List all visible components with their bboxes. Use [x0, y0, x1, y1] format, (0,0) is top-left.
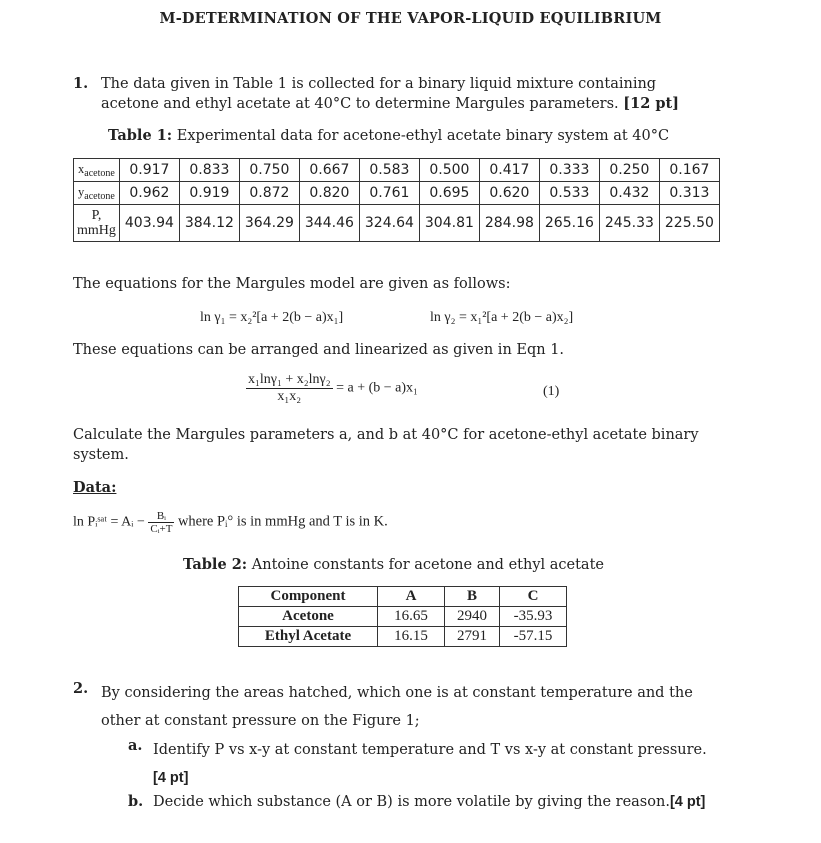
- q2a-points: [4 pt]: [153, 770, 189, 786]
- antoine-fraction: [148, 510, 174, 535]
- table1-cell: 0.583: [359, 159, 419, 182]
- table1-cell: 0.761: [359, 182, 419, 205]
- equations-intro: The equations for the Margules model are given as follows:: [73, 276, 511, 292]
- table2-cell: -57.15: [500, 627, 567, 647]
- data-heading: Data:: [73, 479, 117, 496]
- q2b-points: [4 pt]: [669, 794, 706, 810]
- equation-1: [246, 372, 418, 405]
- table1-cell: 0.167: [659, 159, 719, 182]
- table1-cell: 324.64: [359, 205, 419, 242]
- table2-cell: 16.65: [378, 607, 445, 627]
- table1-row-p: [74, 205, 720, 242]
- table1-cell: 384.12: [179, 205, 239, 242]
- antoine-numerator: Bᵢ: [148, 510, 174, 523]
- table1: [73, 158, 720, 242]
- q2b-text: Decide which substance (A or B) is more volatile by giving the reason.[4 pt]: [153, 794, 706, 810]
- table1-label-y: $y_{acetone}$: [74, 182, 120, 205]
- table1-label-p: P, mmHg: [74, 205, 120, 242]
- page-title: M-DETERMINATION OF THE VAPOR-LIQUID EQUILIBRIUM: [159, 10, 662, 27]
- table1-cell: 403.94: [119, 205, 179, 242]
- table1-cell: 344.46: [299, 205, 359, 242]
- table1-caption: Table 1: Experimental data for acetone-ethyl acetate binary system at 40°C: [108, 127, 670, 144]
- table1-cell: 0.667: [299, 159, 359, 182]
- table2-header: C: [500, 587, 567, 607]
- eqn1-number: (1): [543, 384, 560, 399]
- table1-cell: 364.29: [239, 205, 299, 242]
- table1-cell: 0.417: [479, 159, 539, 182]
- table1-cell: 0.833: [179, 159, 239, 182]
- table1-cell: 245.33: [599, 205, 659, 242]
- q2a-text: Identify P vs x-y at constant temperature and T vs x-y at constant pressure. [4 pt]: [153, 736, 773, 792]
- q2-number: 2.: [73, 680, 89, 697]
- table1-cell: 0.250: [599, 159, 659, 182]
- table2-header: A: [378, 587, 445, 607]
- table1-cell: 0.917: [119, 159, 179, 182]
- table2-cell: -35.93: [500, 607, 567, 627]
- table1-row-y: [74, 182, 720, 205]
- antoine-denominator: Cᵢ+T: [150, 523, 173, 535]
- table1-cell: 0.962: [119, 182, 179, 205]
- table1-cell: 0.313: [659, 182, 719, 205]
- table1-cell: 0.500: [419, 159, 479, 182]
- table1-cell: 0.620: [479, 182, 539, 205]
- table1-row-x: [74, 159, 720, 182]
- table1-cell: 0.695: [419, 182, 479, 205]
- table1-cell: 265.16: [539, 205, 599, 242]
- table2-cell: 2791: [445, 627, 500, 647]
- table2-cell: Acetone: [239, 607, 378, 627]
- table2-row: [239, 607, 567, 627]
- table2-cell: 2940: [445, 607, 500, 627]
- table2-header: Component: [239, 587, 378, 607]
- q1-number: 1.: [73, 75, 89, 92]
- q2a-label: a.: [128, 737, 143, 754]
- antoine-equation: [73, 510, 388, 535]
- q1-points: [12 pt]: [623, 95, 680, 112]
- table2-cell: Ethyl Acetate: [239, 627, 378, 647]
- eqn1-fraction: [246, 372, 333, 405]
- table1-cell: 0.432: [599, 182, 659, 205]
- eqn1-denominator: x₁x₂: [277, 389, 302, 404]
- q2-text: By considering the areas hatched, which one is at constant temperature and the other at constant pressure on the Figure 1;: [101, 685, 693, 729]
- table1-label-x: $x_{acetone}$: [74, 159, 120, 182]
- linearized-intro: These equations can be arranged and linearized as given in Eqn 1.: [73, 342, 565, 358]
- table1-cell: 0.533: [539, 182, 599, 205]
- table1-cell: 0.750: [239, 159, 299, 182]
- table2-header-row: [239, 587, 567, 607]
- table1-cell: 0.919: [179, 182, 239, 205]
- table1-cell: 0.872: [239, 182, 299, 205]
- q1-line1: The data given in Table 1 is collected for a binary liquid mixture containing: [101, 76, 657, 92]
- eqn1-rhs: = a + (b − a)x₁: [336, 380, 418, 396]
- table1-cell: 0.333: [539, 159, 599, 182]
- table2-caption: Table 2: Antoine constants for acetone and ethyl acetate: [183, 556, 604, 573]
- table1-cell: 304.81: [419, 205, 479, 242]
- table2-row: [239, 627, 567, 647]
- table2-cell: 16.15: [378, 627, 445, 647]
- table2: [238, 586, 567, 647]
- table2-header: B: [445, 587, 500, 607]
- margules-eq-gamma1: ln γ₁ = x₂²[a + 2(b − a)x₁]: [200, 310, 344, 325]
- table1-cell: 225.50: [659, 205, 719, 242]
- antoine-lhs: ln Pᵢˢᵃᵗ = Aᵢ −: [73, 514, 145, 530]
- table1-cell: 284.98: [479, 205, 539, 242]
- q2b-label: b.: [128, 793, 144, 810]
- antoine-note: where Pᵢ° is in mmHg and T is in K.: [177, 513, 388, 530]
- table1-cell: 0.820: [299, 182, 359, 205]
- q1-line2: acetone and ethyl acetate at 40°C to determine Margules parameters. [12 pt]: [101, 95, 680, 112]
- calc-instructions: Calculate the Margules parameters a, and b at 40°C for acetone-ethyl acetate binary system.: [73, 427, 699, 463]
- margules-eq-gamma2: ln γ₂ = x₁²[a + 2(b − a)x₂]: [430, 310, 574, 325]
- q1-text: [101, 74, 761, 114]
- eqn1-numerator: x₁lnγ₁ + x₂lnγ₂: [248, 372, 331, 387]
